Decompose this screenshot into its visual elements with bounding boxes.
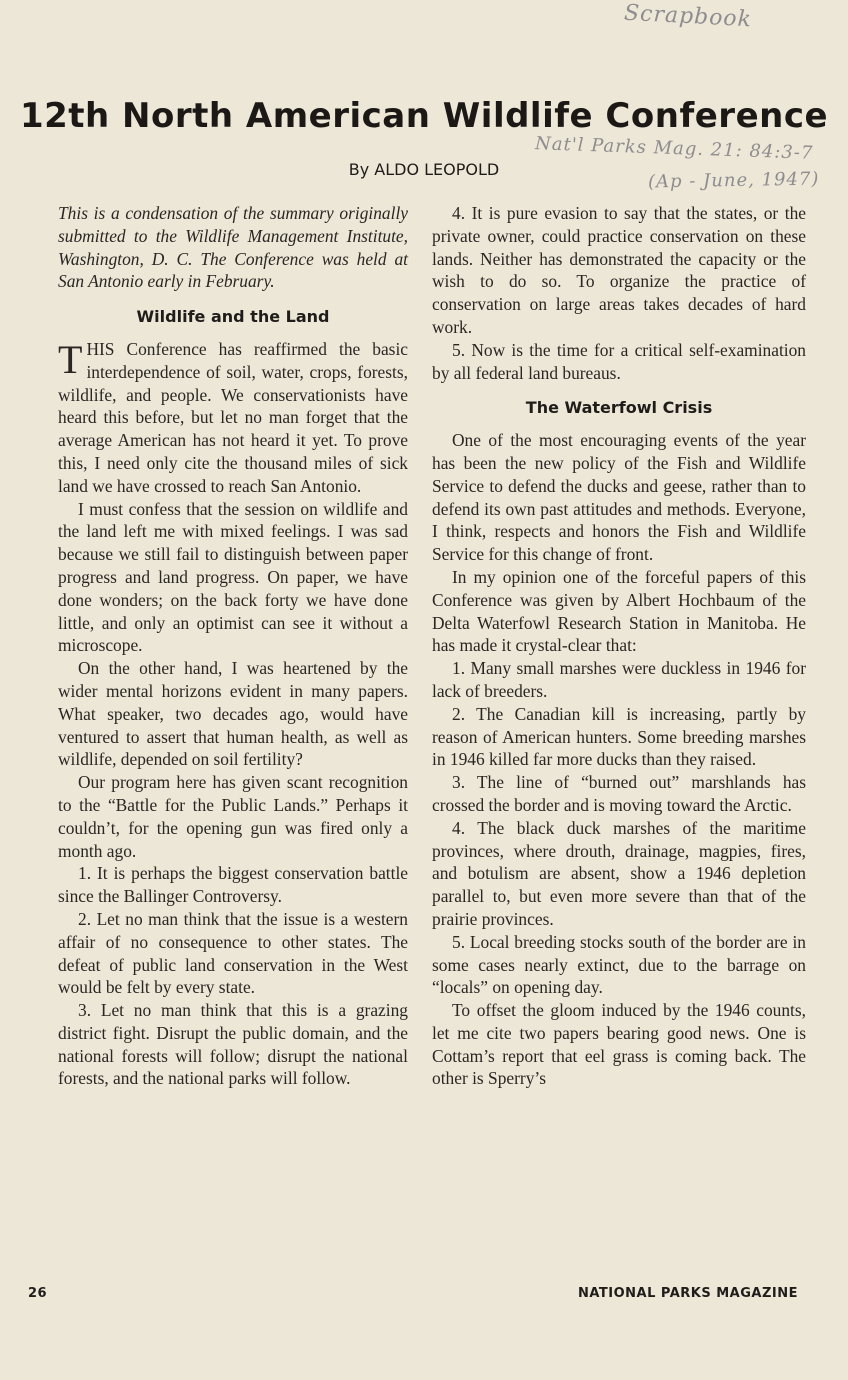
list-item-paragraph: 3. The line of “burned out” marshlands has crossed the border and is moving toward the Arctic. xyxy=(432,772,806,815)
handwritten-citation-note: Nat'l Parks Mag. 21: 84:3-7 xyxy=(534,133,814,164)
list-item-paragraph: 4. It is pure evasion to say that the states, or the private owner, could practice conservation on these lands. Neither has demonstrated the capacity or the wish to do so. To organize the practice of conservation on large areas takes decades of hard work. xyxy=(432,203,806,337)
paragraph-text: HIS Conference has reaffirmed the basic interdependence of soil, water, crops, forests, wildlife, and people. We conservationists have heard this before, but let no man forget that the average American has not heard it yet. To prove this, I need only cite the thousand miles of sick land we have crossed to reach San Antonio. xyxy=(58,338,408,496)
body-paragraph: On the other hand, I was heartened by the wider mental horizons evident in many papers. What speaker, two decades ago, would have ventured to assert that human health, as well as wildlife, depended on soil fertility? xyxy=(58,658,408,770)
list-item-paragraph: 3. Let no man think that this is a grazing district fight. Disrupt the public domain, and the national forests will follow; disrupt the national forests, and the national parks will follow. xyxy=(58,1000,408,1089)
intro-paragraph: This is a condensation of the summary originally submitted to the Wildlife Management Institute, Washington, D. C. The Conference was held at San Antonio early in February. xyxy=(58,203,408,292)
magazine-name: NATIONAL PARKS MAGAZINE xyxy=(577,1286,798,1301)
handwritten-scrapbook-note: Scrapbook xyxy=(623,0,753,33)
body-paragraph: To offset the gloom induced by the 1946 counts, let me cite two papers bearing good news. One is Cottam’s report that eel grass is coming back. The other is Sperry’s xyxy=(432,1000,806,1089)
list-item-paragraph: 1. Many small marshes were duckless in 1946 for lack of breeders. xyxy=(432,658,806,701)
body-paragraph: Our program here has given scant recognition to the “Battle for the Public Lands.” Perhaps it couldn’t, for the opening gun was fired only a month ago. xyxy=(58,772,408,861)
list-item-paragraph: 2. The Canadian kill is increasing, partly by reason of American hunters. Some breeding marshes in 1946 killed far more ducks than they raised. xyxy=(432,703,806,770)
body-paragraph: In my opinion one of the forceful papers of this Conference was given by Albert Hochbaum of the Delta Waterfowl Research Station in Manitoba. He has made it crystal-clear that: xyxy=(432,566,806,656)
section-heading-waterfowl-crisis: The Waterfowl Crisis xyxy=(525,398,713,418)
body-paragraph: I must confess that the session on wildlife and the land left me with mixed feelings. I was sad because we still fail to distinguish between paper progress and land progress. On paper, we have done wonders; on the back forty we have done little, and only an optimist can see it without a microscope. xyxy=(58,498,408,656)
right-column xyxy=(432,202,806,1090)
list-item-paragraph: 1. It is perhaps the biggest conservation battle since the Ballinger Controversy. xyxy=(58,863,408,907)
body-paragraph xyxy=(58,338,408,498)
drop-cap: T xyxy=(58,336,83,382)
section-heading-wildlife-land: Wildlife and the Land xyxy=(136,307,330,327)
handwritten-date-note: (Ap - June, 1947) xyxy=(647,168,820,193)
list-item-paragraph: 5. Local breeding stocks south of the border are in some cases nearly extinct, due to the barrage on “locals” on opening day. xyxy=(432,931,806,998)
left-column xyxy=(58,202,408,1090)
body-paragraph: One of the most encouraging events of the year has been the new policy of the Fish and Wildlife Service to defend the ducks and geese, rather than to defend its own past attitudes and methods. Everyone, I think, respects and honors the Fish and Wildlife Service for this change of front. xyxy=(432,430,806,565)
page-number: 26 xyxy=(28,1286,48,1301)
list-item-paragraph: 5. Now is the time for a critical self-examination by all federal land bureaus. xyxy=(432,339,806,383)
article-title: 12th North American Wildlife Conference xyxy=(19,96,829,136)
list-item-paragraph: 2. Let no man think that the issue is a western affair of no consequence to other states. The defeat of public land conservation in the West would be felt by every state. xyxy=(58,908,408,998)
list-item-paragraph: 4. The black duck marshes of the maritime provinces, where drouth, drainage, magpies, fires, and botulism are absent, show a 1946 depletion parallel to, but even more severe than that of the prairie provinces. xyxy=(432,817,806,929)
article-byline: By ALDO LEOPOLD xyxy=(348,160,500,179)
